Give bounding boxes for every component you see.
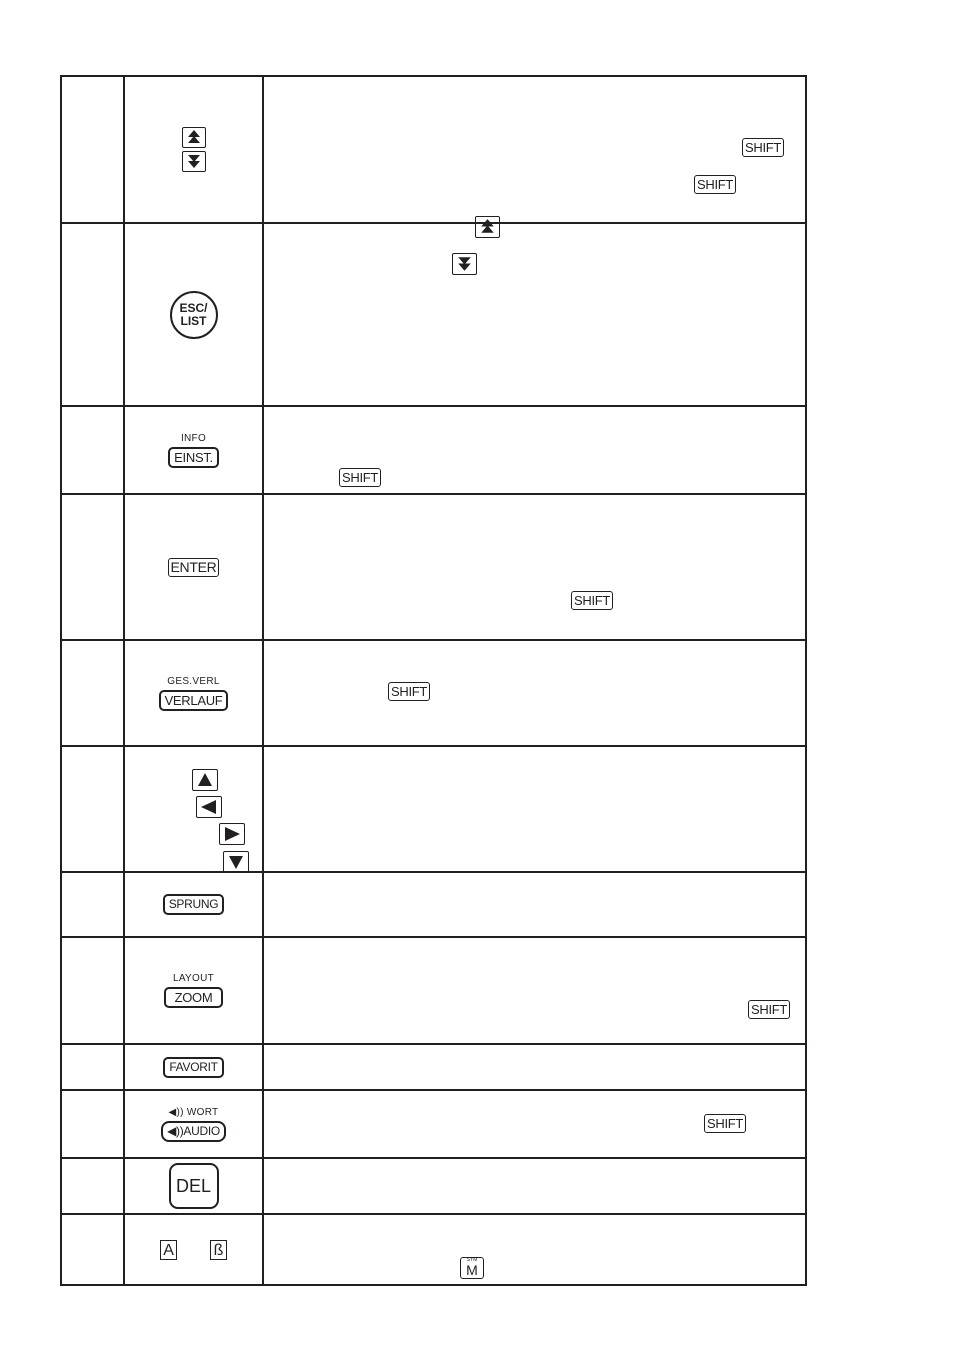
description-cell: [263, 746, 806, 872]
table-row: [61, 640, 806, 746]
row-number-cell: [61, 872, 124, 937]
description-cell: [263, 640, 806, 746]
einst-key-cell: [124, 406, 263, 494]
row-number-cell: [61, 746, 124, 872]
page-keys-cell: [124, 76, 263, 223]
shift-key-icon: SHIFT: [388, 682, 430, 701]
letter-sz-key-icon: ß: [210, 1240, 227, 1260]
einst-key-icon: EINST.: [168, 447, 219, 468]
shift-key-icon: SHIFT: [742, 138, 784, 157]
verlauf-key-cell: [124, 640, 263, 746]
table-row: [61, 223, 806, 406]
del-key-icon: DEL: [169, 1163, 219, 1209]
table-row: [61, 406, 806, 494]
row-number-cell: [61, 1158, 124, 1214]
table-row: [61, 746, 806, 872]
letter-keys-cell: [124, 1214, 263, 1285]
table-row: [61, 1044, 806, 1090]
arrow-down-icon: [223, 851, 249, 873]
row-number-cell: [61, 1214, 124, 1285]
description-cell: [263, 406, 806, 494]
description-cell: [263, 937, 806, 1044]
description-cell: [263, 76, 806, 223]
shift-key-icon: SHIFT: [748, 1000, 790, 1019]
shift-key-icon: SHIFT: [571, 591, 613, 610]
row-number-cell: [61, 406, 124, 494]
del-key-cell: [124, 1158, 263, 1214]
enter-key-icon: ENTER: [168, 558, 220, 577]
table-row: [61, 1090, 806, 1158]
row-number-cell: [61, 1044, 124, 1090]
page-down-icon: [182, 151, 206, 172]
row-number-cell: [61, 494, 124, 640]
esc-label: ESC/: [179, 300, 208, 315]
table-row: [61, 937, 806, 1044]
favorit-key-cell: [124, 1044, 263, 1090]
row-number-cell: [61, 223, 124, 406]
shift-key-icon: SHIFT: [339, 468, 381, 487]
zoom-key-cell: [124, 937, 263, 1044]
shift-key-icon: SHIFT: [694, 175, 736, 194]
favorit-key-icon: FAVORIT: [163, 1057, 223, 1078]
esc-key-cell: [124, 223, 263, 406]
sprung-key-cell: [124, 872, 263, 937]
table-row: [61, 1158, 806, 1214]
layout-label: LAYOUT: [172, 973, 215, 984]
arrow-up-icon: [192, 769, 218, 791]
cursor-keys-cell: [124, 746, 263, 872]
description-cell: [263, 1090, 806, 1158]
esc-list-key-icon: [170, 291, 218, 339]
audio-key-cell: [124, 1090, 263, 1158]
table-row: [61, 494, 806, 640]
shift-key-icon: SHIFT: [704, 1114, 746, 1133]
wort-label: ◀)) WORT: [168, 1106, 219, 1118]
description-cell: [263, 1214, 806, 1285]
page-up-icon: [182, 127, 206, 148]
sym-label: SYM: [466, 1257, 478, 1263]
row-number-cell: [61, 640, 124, 746]
row-number-cell: [61, 937, 124, 1044]
table-row: [61, 1214, 806, 1285]
description-cell: [263, 872, 806, 937]
row-number-cell: [61, 76, 124, 223]
key-function-table: [60, 75, 807, 1286]
description-cell: [263, 1044, 806, 1090]
row-number-cell: [61, 1090, 124, 1158]
verlauf-key-icon: VERLAUF: [159, 690, 229, 711]
description-cell: [263, 223, 806, 406]
arrow-left-icon: [196, 796, 222, 818]
table-row: [61, 76, 806, 223]
m-label: M: [466, 1262, 478, 1278]
sprung-key-icon: SPRUNG: [163, 894, 225, 915]
zoom-key-icon: ZOOM: [164, 987, 224, 1008]
letter-a-key-icon: A: [160, 1240, 177, 1260]
audio-key-icon: ◀))AUDIO: [161, 1121, 226, 1142]
description-cell: [263, 1158, 806, 1214]
info-label: INFO: [180, 432, 207, 444]
enter-key-cell: [124, 494, 263, 640]
description-cell: [263, 494, 806, 640]
m-sym-key-icon: [460, 1257, 484, 1279]
list-label: LIST: [180, 313, 207, 328]
table-row: [61, 872, 806, 937]
arrow-right-icon: [219, 823, 245, 845]
ges-verl-label: GES.VERL: [167, 675, 220, 687]
